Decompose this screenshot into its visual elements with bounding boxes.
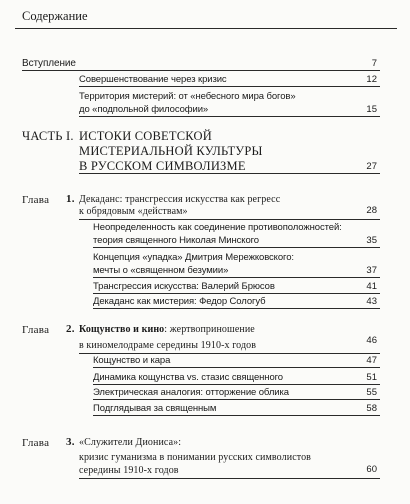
ch1-section-2-line1: Концепция «упадка» Дмитрия Мережковского: <box>93 252 294 263</box>
chapter1-line1: Декаданс: трансгрессия искусства как регресс <box>79 194 281 205</box>
ch1-section-1-line2: теория священного Николая Минского <box>93 235 259 246</box>
chapter3-page: 60 <box>366 464 377 475</box>
chapter1-number: 1. <box>66 193 75 205</box>
ch1-section-1-page: 35 <box>366 235 377 246</box>
intro-title: Вступление <box>22 58 76 69</box>
chapter2-number: 2. <box>66 323 75 335</box>
ch2-section-2-underline <box>93 384 380 385</box>
ch2-section-1: Кощунство и кара <box>93 355 171 366</box>
header-rule <box>15 28 397 29</box>
ch2-section-3-underline <box>93 399 380 400</box>
part1-line1: ИСТОКИ СОВЕТСКОЙ <box>79 129 212 143</box>
chapter3-line1: «Служители Диониса»: <box>79 437 182 448</box>
ch2-section-3-page: 55 <box>366 387 377 398</box>
chapter3-number: 3. <box>66 436 75 448</box>
chapter3-line2: кризис гуманизма в понимании русских символистов <box>79 452 311 463</box>
intro-section-2-line1: Территория мистерий: от «небесного мира богов» <box>79 91 296 102</box>
chapter2-line1-rest: : жертвоприношение <box>164 324 255 335</box>
ch1-section-4-page: 43 <box>366 296 377 307</box>
chapter2-label: Глава <box>22 324 50 336</box>
ch1-section-4-underline <box>93 308 380 309</box>
ch2-section-1-page: 47 <box>366 355 377 366</box>
ch2-section-3: Электрическая аналогия: отторжение облика <box>93 387 289 398</box>
page-title: Содержание <box>22 9 88 23</box>
chapter2-line2: в киномелодраме середины 1910-х годов <box>79 340 257 351</box>
intro-page: 7 <box>371 58 377 69</box>
intro-section-1: Совершенствование через кризис <box>79 74 227 85</box>
ch2-section-4-underline <box>93 415 380 416</box>
chapter3-line3: середины 1910-х годов <box>79 465 179 476</box>
ch2-section-2-page: 51 <box>366 372 377 383</box>
ch1-section-4: Декаданс как мистерия: Федор Сологуб <box>93 296 266 307</box>
chapter1-page: 28 <box>366 205 377 216</box>
ch1-section-2-underline <box>93 277 380 278</box>
ch1-section-3-underline <box>93 293 380 294</box>
intro-section-1-underline <box>79 86 380 87</box>
intro-section-2-page: 15 <box>366 104 377 115</box>
ch2-section-4-page: 58 <box>366 403 377 414</box>
chapter1-label: Глава <box>22 194 50 206</box>
ch1-section-1-underline <box>93 247 380 248</box>
ch2-section-4: Подглядывая за священным <box>93 403 217 414</box>
chapter1-underline <box>79 219 380 220</box>
part1-page: 27 <box>366 161 377 172</box>
chapter2-page: 46 <box>366 335 377 346</box>
chapter2-underline <box>79 353 380 354</box>
intro-underline <box>22 70 380 71</box>
ch2-section-1-underline <box>93 367 380 368</box>
ch2-section-2: Динамика кощунства vs. стазис священного <box>93 372 283 383</box>
ch1-section-3-page: 41 <box>366 281 377 292</box>
chapter3-underline <box>79 478 380 479</box>
chapter1-line2: к обрядовым «действам» <box>79 206 188 217</box>
chapter2-line1 <box>79 324 255 335</box>
ch1-section-3: Трансгрессия искусства: Валерий Брюсов <box>93 281 275 292</box>
chapter2-line1-bold: Кощунство и кино <box>79 324 165 335</box>
ch1-section-2-line2: мечты о «священном безумии» <box>93 265 229 276</box>
part1-line2: МИСТЕРИАЛЬНОЙ КУЛЬТУРЫ <box>79 144 263 158</box>
ch1-section-2-page: 37 <box>366 265 377 276</box>
part1-label: ЧАСТЬ I. <box>22 129 74 143</box>
ch1-section-1-line1: Неопределенность как соединение противоположностей: <box>93 222 342 233</box>
intro-section-1-page: 12 <box>366 74 377 85</box>
part1-underline <box>79 173 380 174</box>
intro-section-2-underline <box>79 116 380 117</box>
part1-line3: В РУССКОМ СИМВОЛИЗМЕ <box>79 159 246 173</box>
intro-section-2-line2: до «подпольной философии» <box>79 104 209 115</box>
chapter3-label: Глава <box>22 437 50 449</box>
